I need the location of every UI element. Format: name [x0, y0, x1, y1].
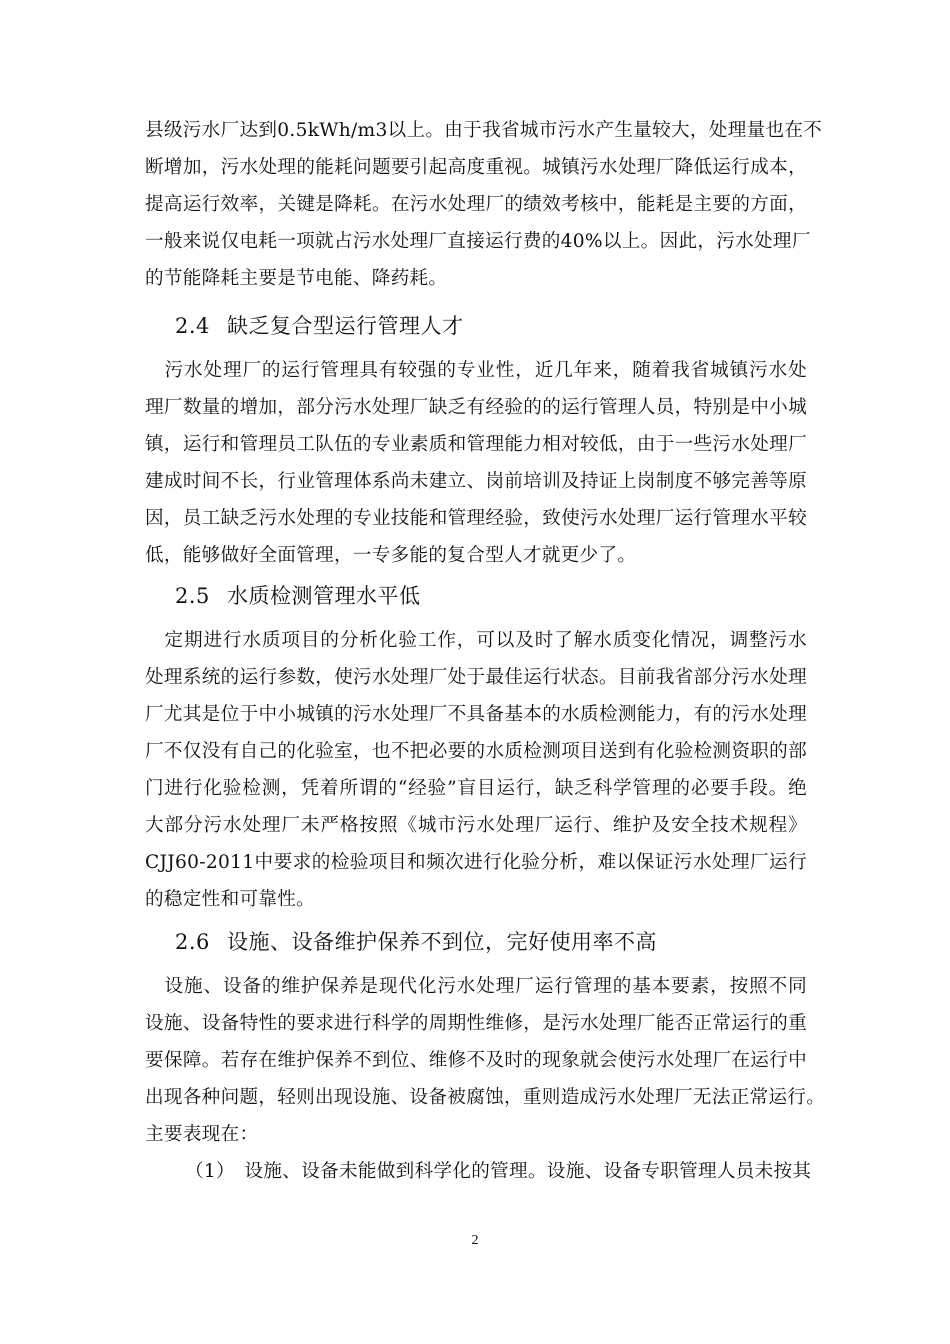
paragraph-line: 因，员工缺乏污水处理的专业技能和管理经验，致使污水处理厂运行管理水平较 [145, 508, 807, 529]
paragraph-line: 设施、设备特性的要求进行科学的周期性维修，是污水处理厂能否正常运行的重 [145, 1013, 807, 1034]
paragraph-line: 的节能降耗主要是节电能、降药耗。 [145, 268, 448, 289]
paragraph-line: CJJ60-2011中要求的检验项目和频次进行化验分析，难以保证污水处理厂运行 [145, 852, 807, 873]
paragraph-line: 设施、设备的维护保养是现代化污水处理厂运行管理的基本要素，按照不同 [145, 976, 807, 997]
section-heading [175, 928, 657, 956]
paragraph-line: 断增加，污水处理的能耗问题要引起高度重视。城镇污水处理厂降低运行成本， [145, 157, 807, 178]
section-number: 2.6 [175, 930, 210, 954]
paragraph-line: 提高运行效率，关键是降耗。在污水处理厂的绩效考核中，能耗是主要的方面， [145, 194, 807, 215]
section-title: 缺乏复合型运行管理人才 [227, 314, 464, 338]
paragraph-line: 主要表现在： [145, 1124, 259, 1145]
paragraph-line: 大部分污水处理厂未严格按照《城市污水处理厂运行、维护及安全技术规程》 [145, 815, 807, 836]
paragraph-line: 建成时间不长，行业管理体系尚未建立、岗前培训及持证上岗制度不够完善等原 [145, 471, 807, 492]
section-heading [175, 582, 421, 610]
paragraph-line: 污水处理厂的运行管理具有较强的专业性，近几年来，随着我省城镇污水处 [145, 360, 807, 381]
paragraph-line: 要保障。若存在维护保养不到位、维修不及时的现象就会使污水处理厂在运行中 [145, 1050, 807, 1071]
paragraph-line: 县级污水厂达到0.5kWh/m3以上。由于我省城市污水产生量较大，处理量也在不 [145, 120, 823, 141]
paragraph-line: 一般来说仅电耗一项就占污水处理厂直接运行费的40%以上。因此，污水处理厂 [145, 231, 811, 252]
paragraph-line: 镇，运行和管理员工队伍的专业素质和管理能力相对较低，由于一些污水处理厂 [145, 434, 807, 455]
paragraph-line: 出现各种问题，轻则出现设施、设备被腐蚀，重则造成污水处理厂无法正常运行。 [145, 1087, 826, 1108]
paragraph-line: 低，能够做好全面管理，一专多能的复合型人才就更少了。 [145, 545, 637, 566]
section-heading [175, 312, 464, 340]
list-item: （1） 设施、设备未能做到科学化的管理。设施、设备专职管理人员未按其 [185, 1161, 812, 1182]
paragraph-line: 厂不仅没有自己的化验室，也不把必要的水质检测项目送到有化验检测资职的部 [145, 741, 807, 762]
paragraph-line: 处理系统的运行参数，使污水处理厂处于最佳运行状态。目前我省部分污水处理 [145, 667, 807, 688]
section-title: 水质检测管理水平低 [227, 584, 421, 608]
section-title: 设施、设备维护保养不到位，完好使用率不高 [227, 930, 657, 954]
section-number: 2.4 [175, 314, 210, 338]
section-number: 2.5 [175, 584, 210, 608]
paragraph-line: 门进行化验检测，凭着所谓的“经验”盲目运行，缺乏科学管理的必要手段。绝 [145, 778, 807, 799]
paragraph-line: 的稳定性和可靠性。 [145, 889, 316, 910]
paragraph-line: 理厂数量的增加，部分污水处理厂缺乏有经验的的运行管理人员，特别是中小城 [145, 397, 807, 418]
paragraph-line: 厂尤其是位于中小城镇的污水处理厂不具备基本的水质检测能力，有的污水处理 [145, 704, 807, 725]
page-number: 2 [471, 1233, 479, 1248]
paragraph-line: 定期进行水质项目的分析化验工作，可以及时了解水质变化情况，调整污水 [145, 630, 807, 651]
